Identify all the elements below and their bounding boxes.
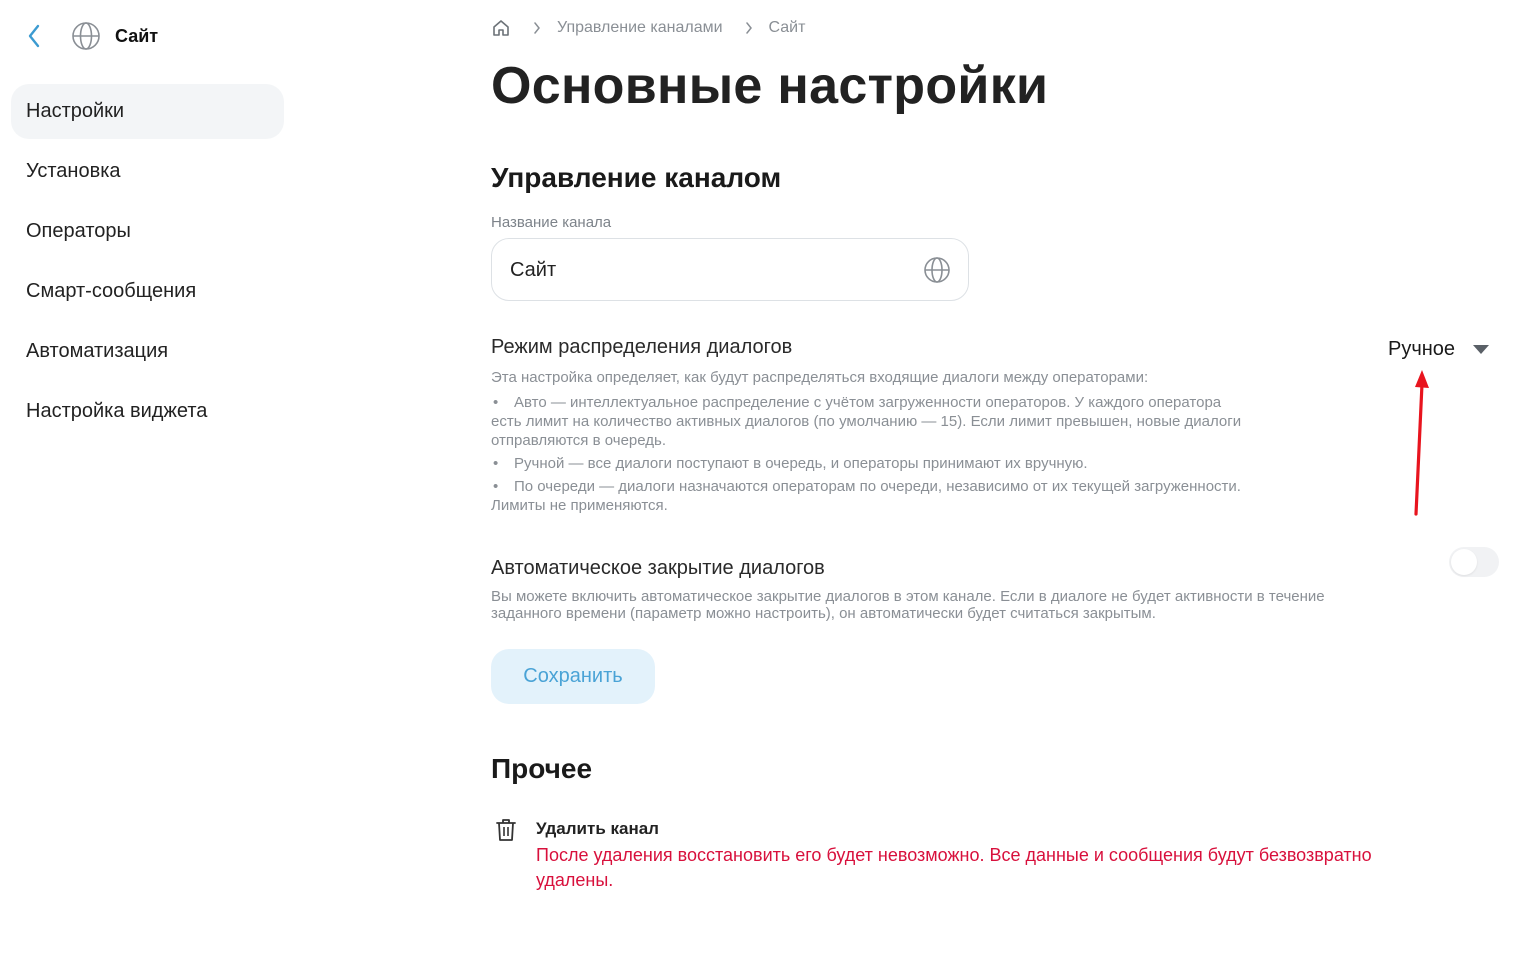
save-button[interactable]: Сохранить bbox=[491, 649, 655, 704]
auto-close-toggle[interactable] bbox=[1449, 547, 1499, 577]
distribution-mode-dropdown[interactable] bbox=[1388, 334, 1489, 364]
delete-channel-warning: После удаления восстановить его будет невозможно. Все данные и сообщения будут безвозвратно удалены. bbox=[536, 845, 1372, 890]
channel-globe-icon bbox=[70, 20, 102, 52]
chevron-right-icon bbox=[745, 22, 755, 34]
sidebar-item-label: Операторы bbox=[26, 220, 131, 242]
caret-down-icon bbox=[1473, 345, 1489, 354]
chevron-left-icon bbox=[27, 24, 41, 48]
channel-name-label: Название канала bbox=[491, 214, 612, 231]
breadcrumb-current: Сайт bbox=[768, 19, 806, 36]
list-item: • По очереди — диалоги назначаются операторам по очереди, независимо от их текущей загруженности. Лимиты не применяются. bbox=[491, 478, 1241, 514]
channel-name-field-wrapper bbox=[491, 238, 969, 301]
list-item: • Авто — интеллектуальное распределение с учётом загруженности операторов. У каждого оператора есть лимит на количество активных диалогов (по умолчанию — 15). Если лимит превышен, новые диалоги отправляются в очередь. bbox=[491, 394, 1242, 449]
page-title: Основные настройки bbox=[491, 57, 1049, 115]
globe-icon bbox=[922, 255, 952, 285]
sidebar-title: Сайт bbox=[115, 25, 159, 46]
section-title-channel: Управление каналом bbox=[491, 162, 782, 193]
sidebar-item-label: Настройки bbox=[26, 100, 125, 122]
trash-icon[interactable] bbox=[495, 817, 517, 843]
auto-close-description: Вы можете включить автоматическое закрытие диалогов в этом канале. Если в диалоге не будет активности в течение заданного времени (параметр можно настроить), он автоматически будет считаться закрытым. bbox=[491, 588, 1325, 622]
sidebar-item-operators[interactable] bbox=[11, 204, 284, 259]
sidebar-item-settings[interactable] bbox=[11, 84, 284, 139]
distribution-mode-value: Ручное bbox=[1388, 337, 1456, 360]
back-button[interactable] bbox=[22, 20, 46, 52]
delete-channel-button[interactable]: Удалить канал bbox=[536, 819, 659, 838]
breadcrumb bbox=[491, 16, 805, 40]
sidebar-nav bbox=[11, 84, 284, 444]
sidebar-item-label: Установка bbox=[26, 160, 121, 182]
home-icon[interactable] bbox=[491, 18, 511, 38]
breadcrumb-channels-link[interactable]: Управление каналами bbox=[557, 19, 723, 36]
channel-name-input[interactable] bbox=[508, 239, 912, 302]
list-item: • Ручной — все диалоги поступают в очередь, и операторы принимают их вручную. bbox=[493, 455, 1088, 472]
sidebar-item-label: Автоматизация bbox=[26, 340, 169, 362]
sidebar-item-label: Настройка виджета bbox=[26, 400, 208, 422]
main-content bbox=[491, 0, 1501, 967]
auto-close-title: Автоматическое закрытие диалогов bbox=[491, 557, 825, 579]
sidebar-item-label: Смарт-сообщения bbox=[26, 280, 197, 302]
sidebar bbox=[0, 0, 300, 967]
distribution-mode-description: Эта настройка определяет, как будут распределяться входящие диалоги между операторами: bbox=[491, 369, 1149, 386]
section-title-other: Прочее bbox=[491, 753, 593, 784]
chevron-right-icon bbox=[533, 22, 543, 34]
sidebar-item-automation[interactable] bbox=[11, 324, 284, 379]
distribution-mode-options bbox=[491, 393, 1301, 519]
sidebar-item-smart-messages[interactable] bbox=[11, 264, 284, 319]
distribution-mode-title: Режим распределения диалогов bbox=[491, 336, 793, 358]
sidebar-item-widget-settings[interactable] bbox=[11, 384, 284, 439]
sidebar-item-installation[interactable] bbox=[11, 144, 284, 199]
toggle-knob bbox=[1451, 549, 1477, 575]
sidebar-header bbox=[22, 20, 158, 52]
